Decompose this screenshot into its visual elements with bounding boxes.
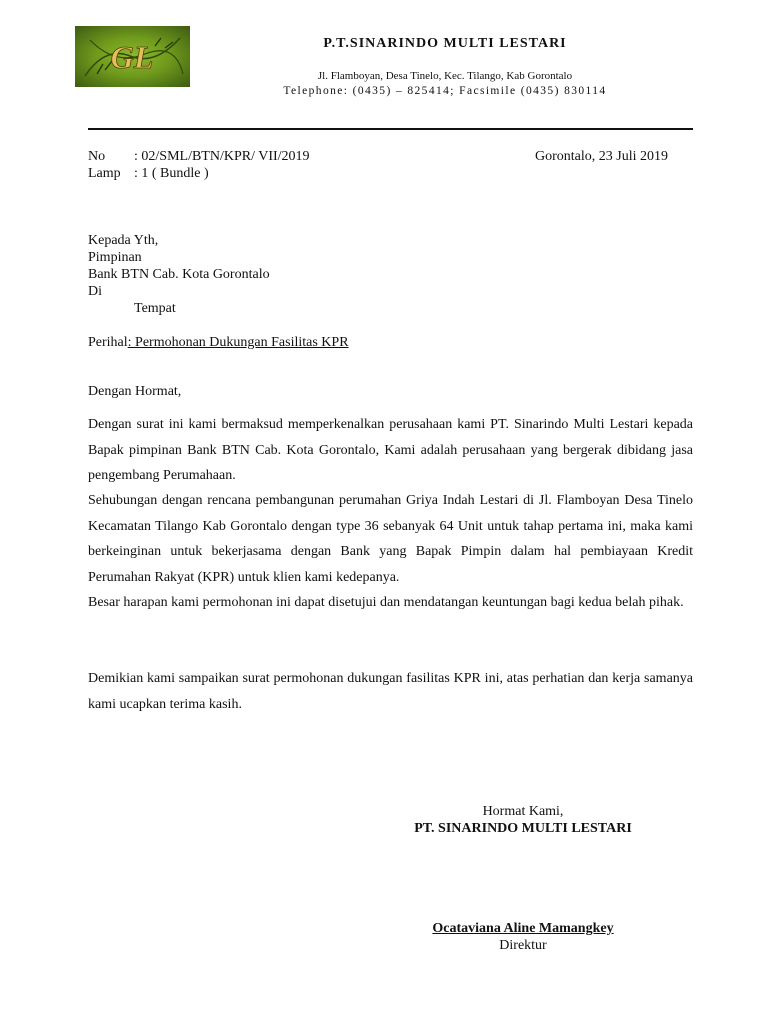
subject-value: : Permohonan Dukungan Fasilitas KPR xyxy=(127,335,349,350)
place-date: Gorontalo, 23 Juli 2019 xyxy=(535,149,668,164)
letter-attachment xyxy=(88,165,209,182)
lamp-label: Lamp xyxy=(88,166,121,181)
paragraph-2: Sehubungan dengan rencana pembangunan perumahan Griya Indah Lestari di Jl. Flamboyan Desa Tinelo Kecamatan Tilango Kab Gorontalo dengan type 36 sebanyak 64 Unit untuk tahap pertama ini, maka kami berkeinginan untuk bekerjasama dengan Bank yang Bapak Pimpin dalam hal pembiayaan Kredit Perumahan Rakyat (KPR) untuk klien kami kedepanya. xyxy=(88,493,693,585)
logo-text: GL xyxy=(110,39,154,75)
no-label: No xyxy=(88,149,106,164)
header-divider xyxy=(88,128,693,130)
signer-title: Direktur xyxy=(499,938,547,953)
no-value: : 02/SML/BTN/KPR/ VII/2019 xyxy=(134,149,310,164)
subject-line xyxy=(88,334,349,351)
company-logo xyxy=(75,26,190,87)
paragraph-1: Dengan surat ini kami bermaksud memperkenalkan perusahaan kami PT. Sinarindo Multi Lestari kepada Bapak pimpinan Bank BTN Cab. Kota Gorontalo, Kami adalah perusahaan yang bergerak dibidang jasa pengembang Perumahaan. xyxy=(88,417,693,483)
recipient-line2: Pimpinan xyxy=(88,250,142,265)
letterhead-address: Jl. Flamboyan, Desa Tinelo, Kec. Tilango, Kab Gorontalo xyxy=(317,70,573,82)
recipient-line5: Tempat xyxy=(134,301,176,316)
signer-name: Ocataviana Aline Mamangkey xyxy=(432,921,614,936)
greeting: Dengan Hormat, xyxy=(88,384,182,399)
recipient-line4: Di xyxy=(88,284,102,299)
recipient-line1: Kepada Yth, xyxy=(88,233,159,248)
closing-company: PT. SINARINDO MULTI LESTARI xyxy=(414,821,632,836)
paragraph-3: Besar harapan kami permohonan ini dapat disetujui dan mendatangan keuntungan bagi kedua belah pihak. xyxy=(88,595,684,610)
lamp-value: : 1 ( Bundle ) xyxy=(134,166,209,181)
paragraph-4: Demikian kami sampaikan surat permohonan dukungan fasilitas KPR ini, atas perhatian dan kerja samanya kami ucapkan terima kasih. xyxy=(88,671,693,712)
letterhead-phone: Telephone: (0435) – 825414; Facsimile (0435) 830114 xyxy=(283,85,607,97)
subject-label: Perihal xyxy=(88,335,128,350)
letter-number xyxy=(88,148,310,165)
closing-salutation: Hormat Kami, xyxy=(482,804,564,819)
recipient-line3: Bank BTN Cab. Kota Gorontalo xyxy=(88,267,270,282)
letterhead-company: P.T.SINARINDO MULTI LESTARI xyxy=(323,36,567,51)
